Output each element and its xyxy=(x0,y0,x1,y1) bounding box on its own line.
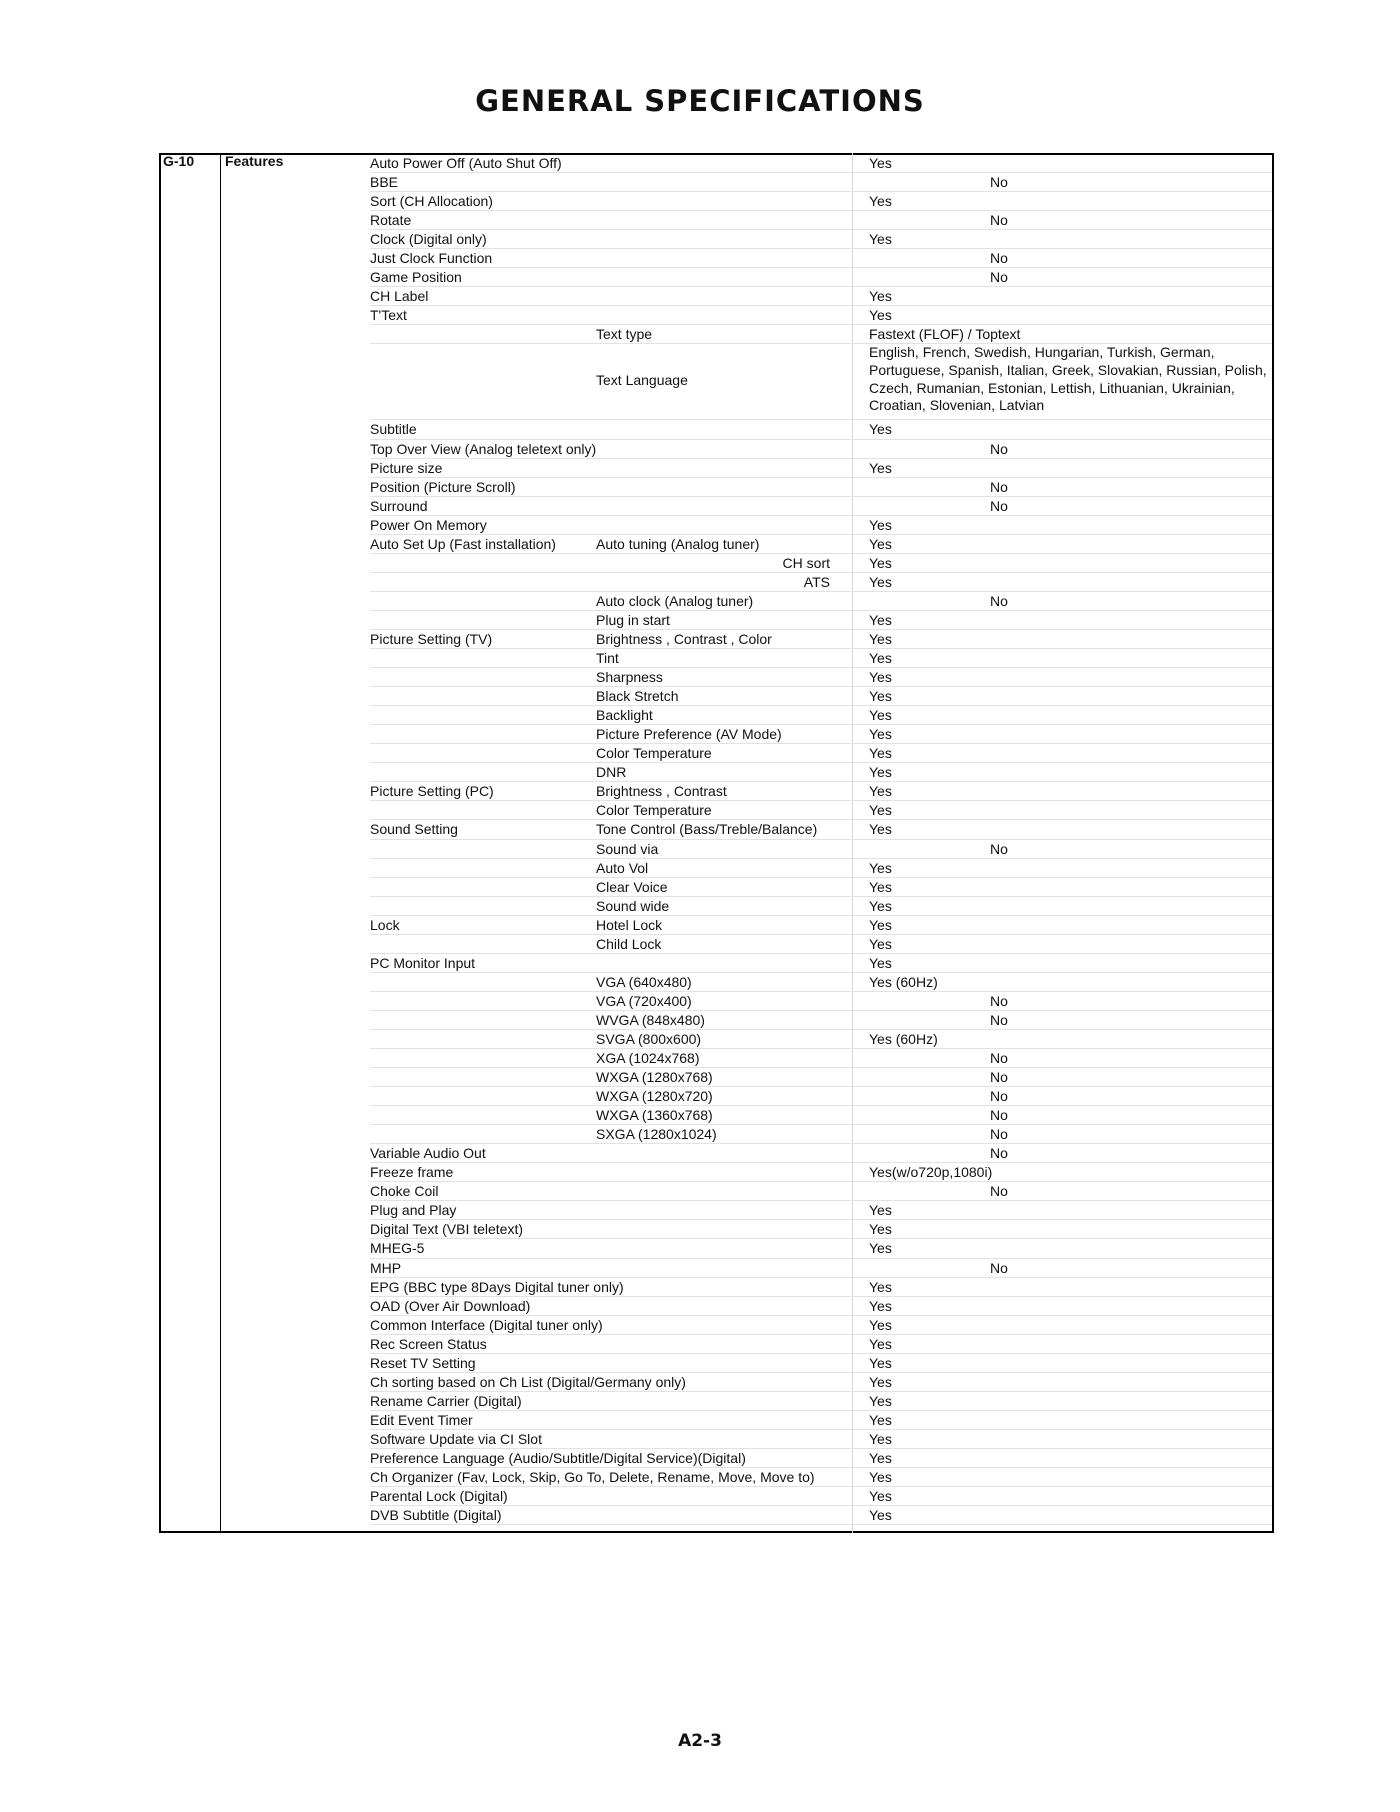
sub-feature-name: SVGA (800x600) xyxy=(596,1030,702,1047)
table-row xyxy=(370,325,1272,344)
table-row xyxy=(370,478,1272,497)
feature-name: Position (Picture Scroll) xyxy=(370,478,516,495)
feature-value: Yes (60Hz) xyxy=(869,1030,938,1047)
feature-value: No xyxy=(990,992,1008,1009)
table-row xyxy=(370,744,1272,763)
feature-value: English, French, Swedish, Hungarian, Turkish, German, Portuguese, Spanish, Italian, Greek, Slovakian, Russian, Polish, Czech, Rumanian, Estonian, Lettish, Lithuanian, Ukrainian, Croatian, Slovenian, Latvian xyxy=(869,344,1267,414)
feature-name: Lock xyxy=(370,916,400,933)
feature-name: Ch sorting based on Ch List (Digital/Germany only) xyxy=(370,1373,686,1390)
feature-value: Yes xyxy=(869,554,892,571)
feature-value: Yes xyxy=(869,1240,892,1257)
feature-name: Parental Lock (Digital) xyxy=(370,1488,508,1505)
table-row xyxy=(370,440,1272,459)
feature-value: Yes xyxy=(869,650,892,667)
table-row xyxy=(370,878,1272,897)
feature-value: No xyxy=(990,1126,1008,1143)
feature-value: Yes xyxy=(869,1316,892,1333)
table-row xyxy=(370,763,1272,782)
sub-feature-name: Auto clock (Analog tuner) xyxy=(596,592,754,609)
table-row xyxy=(370,801,1272,820)
table-row xyxy=(370,859,1272,878)
sub-feature-name: WXGA (1360x768) xyxy=(596,1107,713,1124)
table-row xyxy=(370,706,1272,725)
feature-value: No xyxy=(990,212,1008,229)
feature-name: Power On Memory xyxy=(370,516,487,533)
feature-value: No xyxy=(990,269,1008,286)
feature-name: EPG (BBC type 8Days Digital tuner only) xyxy=(370,1278,624,1295)
feature-name: Auto Set Up (Fast installation) xyxy=(370,535,556,552)
sub-feature-name: VGA (640x480) xyxy=(596,973,692,990)
feature-value: No xyxy=(990,1011,1008,1028)
feature-value: Yes xyxy=(869,878,892,895)
sub-feature-name: Text Language xyxy=(596,372,688,389)
table-row xyxy=(370,1106,1272,1125)
table-row xyxy=(370,344,1272,420)
sub-feature-name: CH sort xyxy=(782,554,830,571)
feature-value: No xyxy=(990,174,1008,191)
table-row xyxy=(370,1468,1272,1487)
table-row xyxy=(370,592,1272,611)
sub-feature-name: Tint xyxy=(596,650,619,667)
table-row xyxy=(370,1278,1272,1297)
feature-value: Yes xyxy=(869,1392,892,1409)
table-row xyxy=(370,1411,1272,1430)
feature-name: Reset TV Setting xyxy=(370,1354,476,1371)
table-row xyxy=(370,840,1272,859)
table-row xyxy=(370,1335,1272,1354)
table-row xyxy=(370,459,1272,478)
sub-feature-name: Color Temperature xyxy=(596,802,712,819)
feature-name: MHP xyxy=(370,1259,402,1276)
feature-value: Yes xyxy=(869,1335,892,1352)
sub-feature-name: DNR xyxy=(596,764,627,781)
feature-value: Yes xyxy=(869,611,892,628)
table-row xyxy=(370,1030,1272,1049)
feature-value: Yes xyxy=(869,459,892,476)
column-divider xyxy=(220,153,221,1533)
sub-feature-name: Sharpness xyxy=(596,669,663,686)
table-row xyxy=(370,668,1272,687)
feature-name: Software Update via CI Slot xyxy=(370,1430,542,1447)
feature-value: Yes xyxy=(869,1202,892,1219)
feature-name: Clock (Digital only) xyxy=(370,231,487,248)
sub-feature-name: Plug in start xyxy=(596,611,670,628)
table-row xyxy=(370,268,1272,287)
feature-value: Yes xyxy=(869,916,892,933)
feature-value: Yes xyxy=(869,307,892,324)
table-row xyxy=(370,954,1272,973)
sub-feature-name: ATS xyxy=(803,573,830,590)
feature-name: Picture Setting (TV) xyxy=(370,630,493,647)
table-row xyxy=(370,1259,1272,1278)
feature-value: Yes xyxy=(869,1297,892,1314)
feature-name: Picture size xyxy=(370,459,443,476)
sub-feature-name: WXGA (1280x720) xyxy=(596,1088,713,1105)
feature-value: Yes xyxy=(869,1507,892,1524)
sub-feature-name: Sound wide xyxy=(596,897,670,914)
table-row xyxy=(370,192,1272,211)
sub-feature-name: Brightness , Contrast , Color xyxy=(596,630,772,647)
sub-feature-name: Sound via xyxy=(596,840,659,857)
feature-name: Game Position xyxy=(370,269,462,286)
feature-name: Edit Event Timer xyxy=(370,1411,473,1428)
feature-name: Common Interface (Digital tuner only) xyxy=(370,1316,603,1333)
category-label: Features xyxy=(225,153,284,169)
sub-feature-name: Backlight xyxy=(596,707,653,724)
feature-value: No xyxy=(990,1183,1008,1200)
feature-value: Yes(w/o720p,1080i) xyxy=(869,1164,993,1181)
table-row xyxy=(370,173,1272,192)
feature-name: Ch Organizer (Fav, Lock, Skip, Go To, Delete, Rename, Move, Move to) xyxy=(370,1469,815,1486)
table-row xyxy=(370,1125,1272,1144)
feature-value: Yes xyxy=(869,288,892,305)
table-row xyxy=(370,687,1272,706)
feature-name: OAD (Over Air Download) xyxy=(370,1297,531,1314)
sub-feature-name: XGA (1024x768) xyxy=(596,1050,700,1067)
section-code: G-10 xyxy=(163,153,195,169)
feature-value: Yes xyxy=(869,707,892,724)
table-row xyxy=(370,1487,1272,1506)
feature-value: Yes xyxy=(869,764,892,781)
table-row xyxy=(370,1316,1272,1335)
feature-value: Yes xyxy=(869,1221,892,1238)
table-row xyxy=(370,1506,1272,1525)
sub-feature-name: VGA (720x400) xyxy=(596,992,692,1009)
table-row xyxy=(370,1449,1272,1468)
feature-value: Yes xyxy=(869,1450,892,1466)
feature-value: Yes (60Hz) xyxy=(869,973,938,990)
sub-feature-name: Picture Preference (AV Mode) xyxy=(596,726,782,743)
feature-name: Rec Screen Status xyxy=(370,1335,487,1352)
feature-value: Yes xyxy=(869,859,892,876)
feature-name: DVB Subtitle (Digital) xyxy=(370,1507,502,1524)
table-row xyxy=(370,1392,1272,1411)
feature-value: Yes xyxy=(869,193,892,210)
feature-name: Auto Power Off (Auto Shut Off) xyxy=(370,155,562,171)
table-row xyxy=(370,535,1272,554)
feature-value: Yes xyxy=(869,1488,892,1505)
sub-feature-name: WVGA (848x480) xyxy=(596,1011,705,1028)
table-row xyxy=(370,1068,1272,1087)
feature-name: Variable Audio Out xyxy=(370,1145,486,1162)
sub-feature-name: Hotel Lock xyxy=(596,916,663,933)
table-row xyxy=(370,725,1272,744)
table-row xyxy=(370,782,1272,801)
table-row xyxy=(370,1220,1272,1239)
feature-name: CH Label xyxy=(370,288,429,305)
feature-name: Digital Text (VBI teletext) xyxy=(370,1221,524,1238)
feature-value: Yes xyxy=(869,1278,892,1295)
sub-feature-name: WXGA (1280x768) xyxy=(596,1069,713,1086)
feature-value: No xyxy=(990,440,1008,457)
table-row xyxy=(370,1163,1272,1182)
table-row xyxy=(370,1049,1272,1068)
sub-feature-name: Brightness , Contrast xyxy=(596,783,727,800)
sub-feature-name: Text type xyxy=(596,326,653,343)
table-row xyxy=(370,916,1272,935)
table-row xyxy=(370,1087,1272,1106)
feature-value: Yes xyxy=(869,783,892,800)
feature-name: Freeze frame xyxy=(370,1164,454,1181)
table-row xyxy=(370,516,1272,535)
table-row xyxy=(370,211,1272,230)
feature-name: Sort (CH Allocation) xyxy=(370,193,493,210)
feature-value: Yes xyxy=(869,1430,892,1447)
table-row xyxy=(370,420,1272,439)
table-row xyxy=(370,1354,1272,1373)
feature-value: No xyxy=(990,1050,1008,1067)
sub-feature-name: Color Temperature xyxy=(596,745,712,762)
feature-value: Yes xyxy=(869,935,892,952)
table-row xyxy=(370,497,1272,516)
feature-name: Plug and Play xyxy=(370,1202,457,1219)
feature-value: No xyxy=(990,1259,1008,1276)
feature-value: Yes xyxy=(869,726,892,743)
table-row xyxy=(370,897,1272,916)
feature-value: Yes xyxy=(869,745,892,762)
feature-value: Yes xyxy=(869,1373,892,1390)
feature-name: T'Text xyxy=(370,307,407,324)
feature-value: Fastext (FLOF) / Toptext xyxy=(869,326,1021,343)
table-row xyxy=(370,1144,1272,1163)
feature-name: Rotate xyxy=(370,212,412,229)
feature-value: Yes xyxy=(869,1469,892,1486)
feature-name: Top Over View (Analog teletext only) xyxy=(370,440,597,457)
feature-value: Yes xyxy=(869,573,892,590)
table-row xyxy=(370,306,1272,325)
feature-value: Yes xyxy=(869,688,892,705)
feature-name: Rename Carrier (Digital) xyxy=(370,1392,522,1409)
feature-value: Yes xyxy=(869,231,892,248)
feature-value: Yes xyxy=(869,421,892,438)
feature-value: Yes xyxy=(869,669,892,686)
feature-name: Sound Setting xyxy=(370,821,458,838)
table-row xyxy=(370,573,1272,592)
table-row xyxy=(370,1373,1272,1392)
feature-value: Yes xyxy=(869,516,892,533)
table-row xyxy=(370,154,1272,173)
table-row xyxy=(370,1239,1272,1258)
feature-value: No xyxy=(990,250,1008,267)
table-row xyxy=(370,649,1272,668)
table-row xyxy=(370,230,1272,249)
table-row xyxy=(370,1182,1272,1201)
sub-feature-name: Clear Voice xyxy=(596,878,668,895)
table-row xyxy=(370,1011,1272,1030)
table-row xyxy=(370,935,1272,954)
feature-value: Yes xyxy=(869,1354,892,1371)
spec-table-rows xyxy=(370,154,1272,1525)
table-row xyxy=(370,287,1272,306)
feature-name: Subtitle xyxy=(370,421,417,438)
table-row xyxy=(370,249,1272,268)
table-row xyxy=(370,992,1272,1011)
table-row xyxy=(370,1430,1272,1449)
feature-value: Yes xyxy=(869,155,892,171)
table-row xyxy=(370,611,1272,630)
table-row xyxy=(370,820,1272,839)
feature-value: Yes xyxy=(869,821,892,838)
table-row xyxy=(370,1297,1272,1316)
sub-feature-name: Tone Control (Bass/Treble/Balance) xyxy=(596,821,818,838)
feature-value: Yes xyxy=(869,954,892,971)
sub-feature-name: Auto Vol xyxy=(596,859,649,876)
page-title: GENERAL SPECIFICATIONS xyxy=(475,84,925,118)
feature-name: PC Monitor Input xyxy=(370,954,476,971)
feature-value: Yes xyxy=(869,897,892,914)
feature-name: Preference Language (Audio/Subtitle/Digital Service)(Digital) xyxy=(370,1450,746,1466)
feature-name: Surround xyxy=(370,497,428,514)
feature-name: BBE xyxy=(370,174,399,191)
sub-feature-name: Black Stretch xyxy=(596,688,679,705)
feature-value: No xyxy=(990,592,1008,609)
feature-value: No xyxy=(990,1145,1008,1162)
sub-feature-name: SXGA (1280x1024) xyxy=(596,1126,717,1143)
feature-value: No xyxy=(990,478,1008,495)
feature-value: No xyxy=(990,497,1008,514)
sub-feature-name: Child Lock xyxy=(596,935,662,952)
table-row xyxy=(370,1201,1272,1220)
feature-name: Just Clock Function xyxy=(370,250,493,267)
feature-value: No xyxy=(990,1088,1008,1105)
feature-value: Yes xyxy=(869,630,892,647)
feature-value: Yes xyxy=(869,535,892,552)
feature-value: Yes xyxy=(869,1411,892,1428)
feature-name: Choke Coil xyxy=(370,1183,439,1200)
sub-feature-name: Auto tuning (Analog tuner) xyxy=(596,535,760,552)
table-row xyxy=(370,554,1272,573)
page-number: A2-3 xyxy=(678,1731,722,1751)
feature-name: Picture Setting (PC) xyxy=(370,783,494,800)
feature-value: Yes xyxy=(869,802,892,819)
feature-value: No xyxy=(990,1107,1008,1124)
table-row xyxy=(370,973,1272,992)
feature-value: No xyxy=(990,1069,1008,1086)
feature-value: No xyxy=(990,840,1008,857)
feature-name: MHEG-5 xyxy=(370,1240,425,1257)
table-row xyxy=(370,630,1272,649)
